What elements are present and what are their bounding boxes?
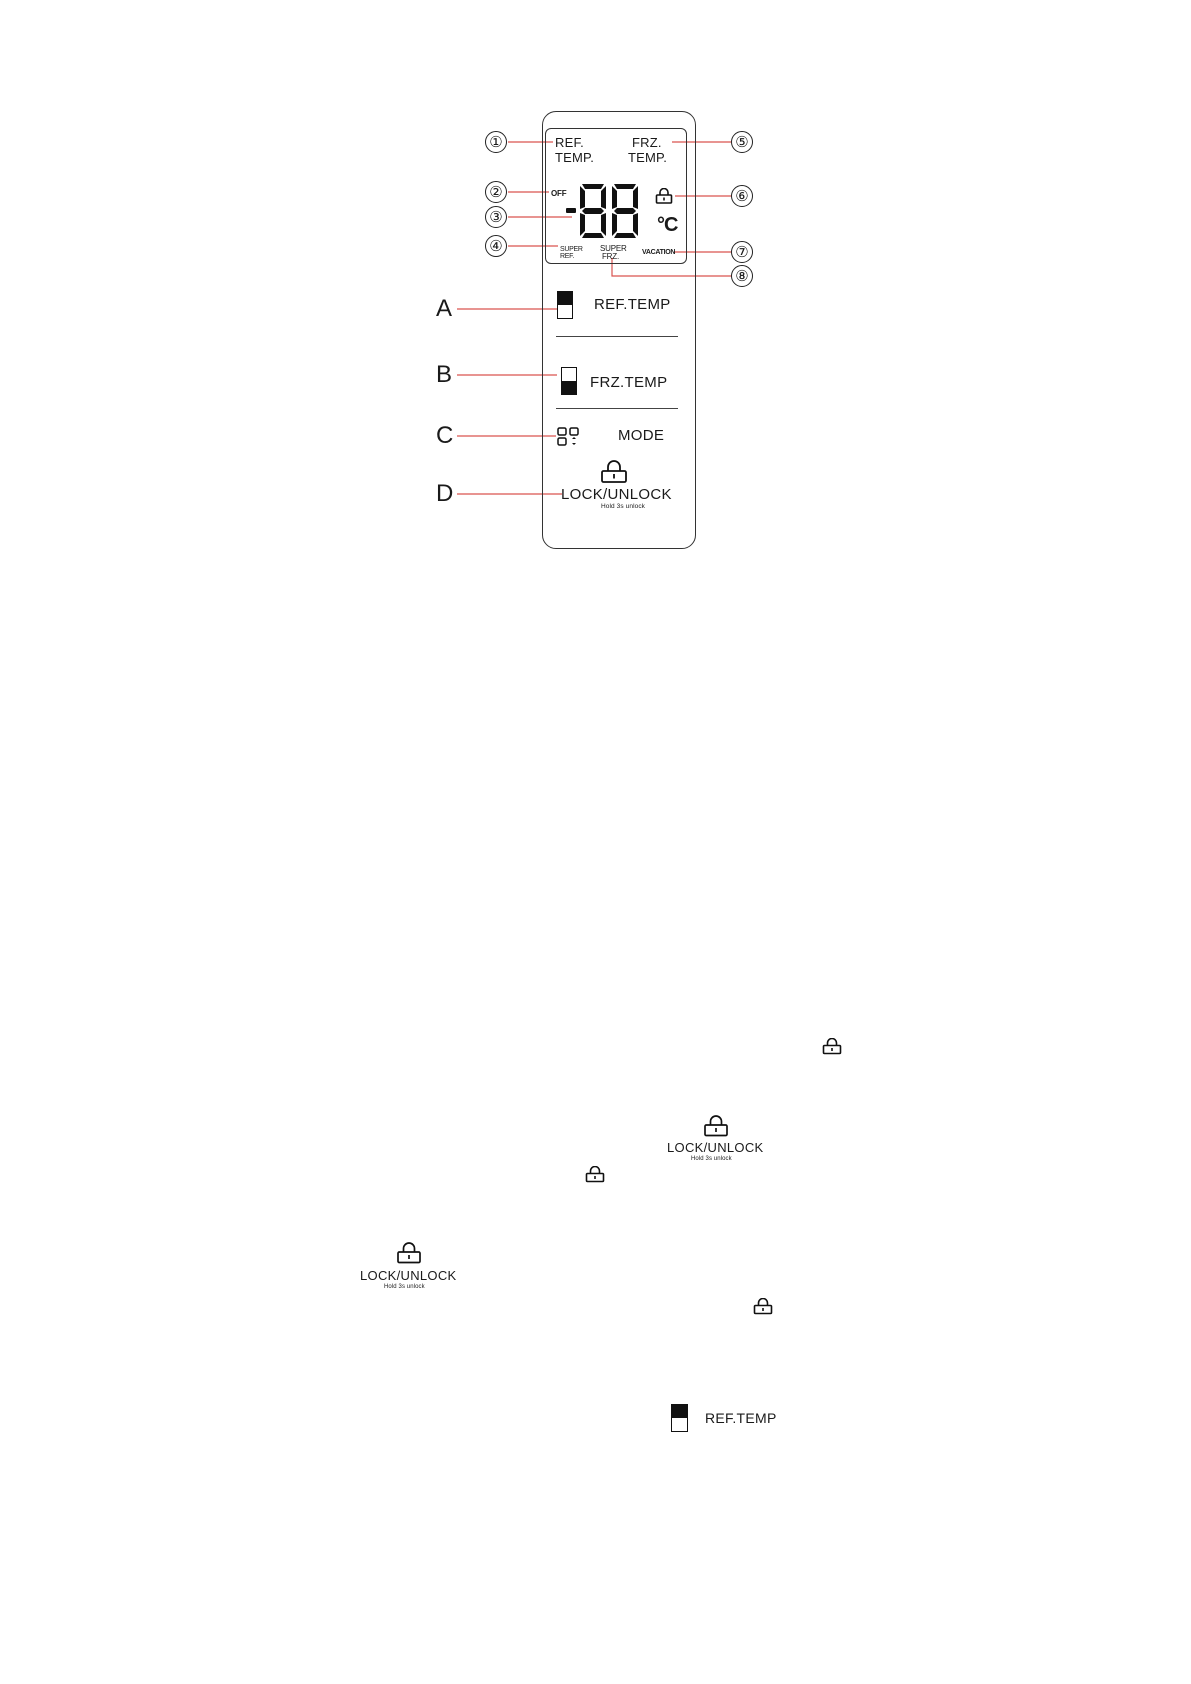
inline-hold-hint-1: Hold 3s unlock: [691, 1156, 732, 1162]
ref-temp-label: REF.TEMP: [594, 296, 671, 313]
inline-lock-icon-2: [585, 1166, 605, 1183]
frz-temp-indicator: [628, 135, 667, 165]
callout-c: C: [436, 422, 454, 449]
callout-2: ②: [485, 181, 507, 203]
frz-label-line1: FRZ.: [632, 135, 662, 150]
callout-3: ③: [485, 206, 507, 228]
callout-8: ⑧: [731, 265, 753, 287]
super-frz-line2: FRZ.: [602, 252, 619, 261]
inline-ref-temp-icon: [671, 1404, 688, 1432]
callout-6: ⑥: [731, 185, 753, 207]
callout-a: A: [436, 295, 453, 322]
inline-ref-temp-label: REF.TEMP: [705, 1410, 777, 1426]
inline-lock-unlock-icon-1: [703, 1115, 729, 1137]
frz-label-line2: TEMP.: [628, 150, 668, 165]
frz-temp-label: FRZ.TEMP: [590, 374, 668, 391]
ref-label-line1: REF.: [555, 135, 584, 150]
super-ref-line2: REF.: [560, 253, 574, 260]
divider-1: [556, 336, 678, 337]
mode-button-icon[interactable]: [557, 427, 581, 447]
super-frz-indicator: [600, 245, 627, 261]
lock-unlock-button-icon[interactable]: [600, 460, 628, 484]
lock-indicator-icon: [655, 188, 673, 204]
super-ref-line1: SUPER: [560, 246, 583, 253]
inline-hold-hint-2: Hold 3s unlock: [384, 1284, 425, 1290]
off-indicator: OFF: [551, 189, 567, 198]
ref-temp-indicator: [555, 135, 594, 165]
celsius-unit: °C: [657, 214, 678, 236]
mode-label: MODE: [618, 427, 665, 444]
super-frz-line1: SUPER: [600, 244, 627, 253]
ref-label-line2: TEMP.: [555, 150, 595, 165]
inline-lock-unlock-label-2: LOCK/UNLOCK: [360, 1268, 457, 1283]
callout-1: ①: [485, 131, 507, 153]
inline-lock-icon-1: [822, 1038, 842, 1055]
ref-temp-button-icon[interactable]: [557, 291, 573, 319]
inline-lock-unlock-icon-2: [396, 1242, 422, 1264]
divider-2: [556, 408, 678, 409]
frz-temp-button-icon[interactable]: [561, 367, 577, 395]
vacation-indicator: VACATION: [642, 249, 676, 256]
callout-5: ⑤: [731, 131, 753, 153]
callout-4: ④: [485, 235, 507, 257]
callout-d: D: [436, 480, 454, 507]
callout-7: ⑦: [731, 241, 753, 263]
inline-lock-unlock-label-1: LOCK/UNLOCK: [667, 1140, 764, 1155]
callout-b: B: [436, 361, 453, 388]
lock-unlock-label: LOCK/UNLOCK: [561, 486, 672, 503]
super-ref-indicator: [560, 246, 583, 260]
inline-lock-icon-3: [753, 1298, 773, 1315]
hold-unlock-hint: Hold 3s unlock: [601, 503, 646, 510]
seven-segment-digits: [566, 184, 652, 238]
